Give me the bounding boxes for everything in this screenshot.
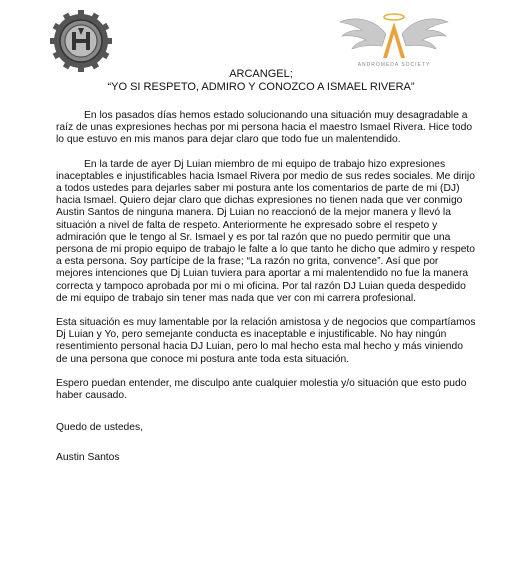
document-title xyxy=(0,68,522,94)
paragraph-3: Esta situación es muy lamentable por la relación amistosa y de negocios que compartíamos Dj Luian y Yo, pero semejante conducta es inaceptable e injustificable. No hay ningún resentimiento personal hacia DJ Luian, pero lo mal hecho esta mal hecho y más viniendo de una persona que conoce mi postura ante toda esta situación. xyxy=(56,317,476,365)
paragraph-1: En los pasados días hemos estado solucionando una situación muy desagradable a raíz de unas expresiones hechas por mi persona hacia el maestro Ismael Rivera. Hice todo lo que estuvo en mis manos para dejar claro que todo fue un malentendido. xyxy=(56,110,473,146)
angel-wings-halo-icon xyxy=(336,12,452,62)
paragraph-2: En la tarde de ayer Dj Luian miembro de mi equipo de trabajo hizo expresiones inaceptables e injustificables hacia Ismael Rivera por medio de sus redes sociales. Me dirijo a todos ustedes para dejarles saber mi postura ante los comentarios de parte de mi (DJ) hacia Ismael. Quiero dejar claro que dichas expresiones no tienen nada que ver conmigo Austin Santos de ninguna manera. Dj Luian no reaccionó de la mejor manera y llevó la situación a nivel de falta de respeto. Anteriormente he expresado sobre el respeto y admiración que le tengo al Sr. Ismael y es por tal razón que no puedo permitir que una persona de mi propio equipo de trabajo le falte a lo que tanto he dicho que admiro y respeto a esta persona. Soy partícipe de la frase; “La razón no grita, convence”. Así que por mejores intenciones que Dj Luian tuviera para aportar a mi malentendido no fue la manera correcta y tampoco aprobada por mi o mi oficina. Por tal razón DJ Luian queda despedido de mi equipo de trabajo sin tener mas nada que ver con mi carrera profesional. xyxy=(56,158,476,304)
title-line-2: “YO SI RESPETO, ADMIRO Y CONOZCO A ISMAEL RIVERA” xyxy=(107,81,415,93)
paragraph-4: Espero puedan entender, me disculpo ante cualquier molestia y/o situación que esto pudo haber causado. xyxy=(56,377,467,402)
brand-name: ANDROMEDA SOCIETY xyxy=(357,62,431,68)
title-line-1: ARCANGEL; xyxy=(229,68,293,80)
gear-seal-icon xyxy=(50,10,112,72)
signature: Austin Santos xyxy=(56,452,120,464)
gear-seal-logo xyxy=(50,10,112,72)
andromeda-society-logo xyxy=(336,12,452,72)
closing: Quedo de ustedes, xyxy=(56,422,144,434)
letter-body xyxy=(56,110,476,477)
